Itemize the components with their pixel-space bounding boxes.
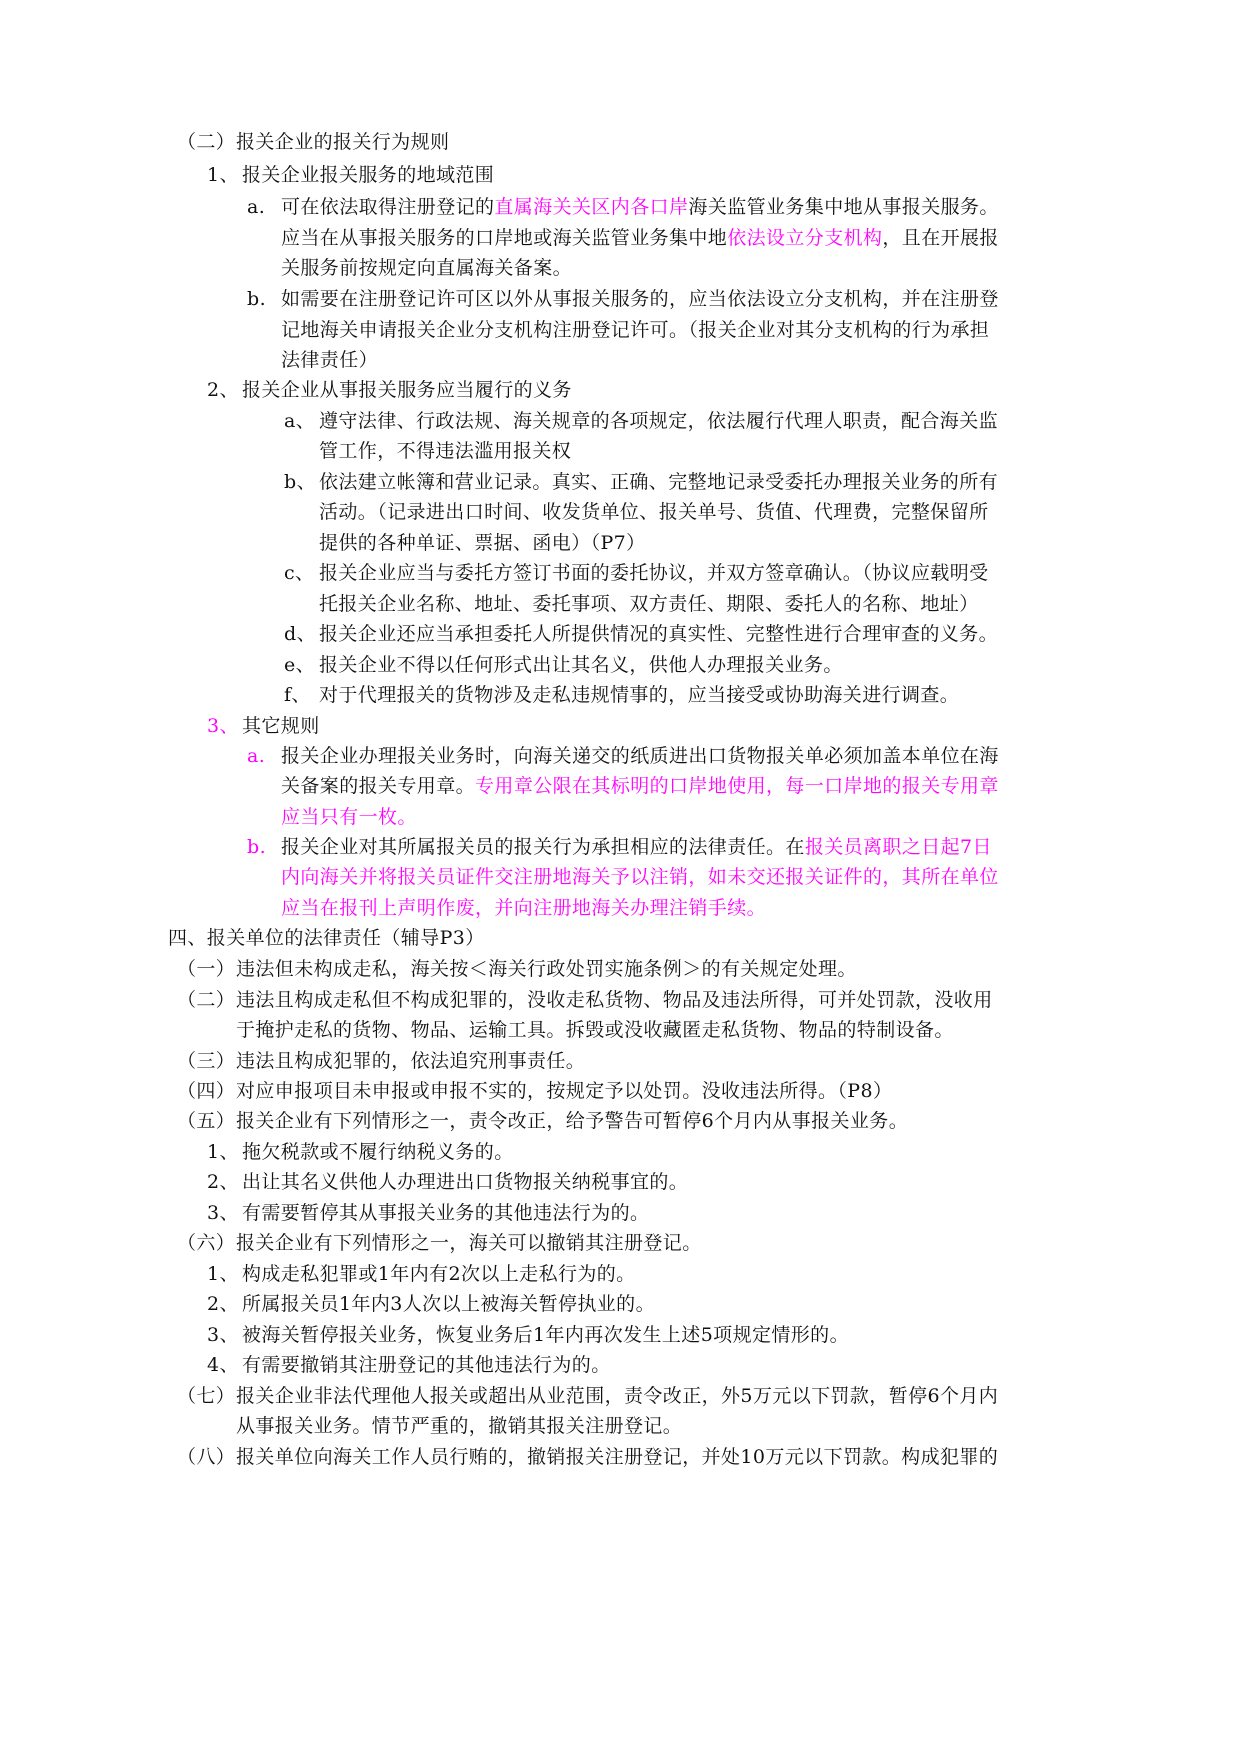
- text-line: [242, 1201, 649, 1225]
- text-line: [281, 896, 766, 920]
- text-line: [242, 1353, 611, 1377]
- highlight-text: 应当在报刊上声明作废，并向注册地海关办理注销手续。: [281, 897, 767, 919]
- line-text: 报关企业办理报关业务时，向海关递交的纸质进出口货物报关单必须加盖本单位在海: [281, 745, 999, 767]
- list-marker: （二）: [177, 989, 236, 1011]
- text-line: [236, 1049, 585, 1073]
- line-text: 四、报关单位的法律责任（辅导P3）: [168, 927, 485, 949]
- line-text: 活动。（记录进出口时间、收发货单位、报关单号、货值、代理费，完整保留所: [319, 501, 989, 523]
- list-marker: 3、: [207, 1202, 239, 1224]
- text-line: [281, 348, 378, 372]
- list-marker: f、: [284, 684, 311, 706]
- line-text: 关备案的报关专用章。: [281, 775, 476, 797]
- text-line: [319, 531, 646, 555]
- line-text: 拖欠税款或不履行纳税义务的。: [242, 1141, 514, 1163]
- list-marker: （八）: [177, 1446, 236, 1468]
- line-text: 报关企业从事报关服务应当履行的义务: [242, 379, 572, 401]
- list-marker: 3、: [207, 1324, 239, 1346]
- text-line: [281, 256, 572, 280]
- line-text: 有需要暂停其从事报关业务的其他违法行为的。: [242, 1202, 650, 1224]
- line-text: 管工作，不得违法滥用报关权: [319, 440, 572, 462]
- line-text: 违法但未构成走私，海关按＜海关行政处罚实施条例＞的有关规定处理。: [236, 958, 857, 980]
- line-text: 可在依法取得注册登记的: [281, 196, 495, 218]
- text-line: [319, 470, 998, 494]
- text-line: [236, 1018, 954, 1042]
- list-marker: （二）: [177, 131, 236, 153]
- line-text: 报关企业的报关行为规则: [236, 131, 450, 153]
- list-marker: 2、: [207, 1293, 239, 1315]
- line-text: 法律责任）: [281, 349, 379, 371]
- line-text: 报关单位向海关工作人员行贿的，撤销报关注册登记，并处10万元以下罚款。构成犯罪的: [236, 1446, 999, 1468]
- text-line: [319, 683, 959, 707]
- text-line: [281, 195, 999, 219]
- list-marker: b.: [247, 836, 267, 858]
- list-marker: 2、: [207, 379, 239, 401]
- text-line: [236, 1414, 682, 1438]
- text-line: [242, 1170, 688, 1194]
- line-text: 构成走私犯罪或1年内有2次以上走私行为的。: [242, 1263, 636, 1285]
- line-text: 报关企业还应当承担委托人所提供情况的真实性、完整性进行合理审查的义务。: [319, 623, 999, 645]
- line-text: 其它规则: [242, 715, 320, 737]
- list-marker: b、: [284, 471, 316, 493]
- line-text: 违法且构成犯罪的，依法追究刑事责任。: [236, 1050, 586, 1072]
- list-marker: a、: [284, 410, 316, 432]
- list-marker: （七）: [177, 1385, 236, 1407]
- line-text-continued: ，且在开展报: [882, 227, 999, 249]
- line-text: 记地海关申请报关企业分支机构注册登记许可。（报关企业对其分支机构的行为承担: [281, 319, 990, 341]
- text-line: [319, 561, 989, 585]
- list-marker: b.: [247, 288, 267, 310]
- list-marker: （五）: [177, 1110, 236, 1132]
- list-marker: 3、: [207, 715, 239, 737]
- line-text: 报关企业报关服务的地域范围: [242, 164, 495, 186]
- line-text: 对应申报项目未申报或申报不实的，按规定予以处罚。没收违法所得。（P8）: [236, 1080, 893, 1102]
- list-marker: 1、: [207, 164, 239, 186]
- list-marker: 2、: [207, 1171, 239, 1193]
- line-text: 出让其名义供他人办理进出口货物报关纳税事宜的。: [242, 1171, 689, 1193]
- line-text: 报关企业非法代理他人报关或超出从业范围，责令改正，外5万元以下罚款，暂停6个月内: [236, 1385, 999, 1407]
- text-line: [281, 744, 999, 768]
- line-text: 于掩护走私的货物、物品、运输工具。拆毁或没收藏匿走私货物、物品的特制设备。: [236, 1019, 954, 1041]
- list-marker: （三）: [177, 1050, 236, 1072]
- text-line: [236, 1231, 702, 1255]
- list-marker: 1、: [207, 1263, 239, 1285]
- line-text: 关服务前按规定向直属海关备案。: [281, 257, 573, 279]
- list-marker: c、: [284, 562, 315, 584]
- text-line: [242, 1292, 655, 1316]
- text-line: [281, 226, 999, 250]
- line-text: 报关企业对其所属报关员的报关行为承担相应的法律责任。在: [281, 836, 805, 858]
- text-line: [236, 1384, 998, 1408]
- list-marker: （一）: [177, 958, 236, 980]
- list-marker: d、: [284, 623, 316, 645]
- text-line: [236, 1109, 908, 1133]
- line-text: 依法建立帐簿和营业记录。真实、正确、完整地记录受委托办理报关业务的所有: [319, 471, 999, 493]
- list-marker: 4、: [207, 1354, 239, 1376]
- line-text-continued: 海关监管业务集中地从事报关服务。: [688, 196, 999, 218]
- highlight-text: 内向海关并将报关员证件交注册地海关予以注销，如未交还报关证件的，其所在单位: [281, 866, 999, 888]
- text-line: [242, 1140, 514, 1164]
- text-line: [281, 318, 989, 342]
- text-line: [168, 926, 485, 950]
- highlight-text: 直属海关关区内各口岸: [494, 196, 689, 218]
- text-line: [281, 865, 999, 889]
- text-line: [236, 988, 993, 1012]
- line-text: 违法且构成走私但不构成犯罪的，没收走私货物、物品及违法所得，可并处罚款，没收用: [236, 989, 993, 1011]
- line-text: 如需要在注册登记许可区以外从事报关服务的，应当依法设立分支机构，并在注册登: [281, 288, 999, 310]
- text-line: [319, 409, 998, 433]
- list-marker: （四）: [177, 1080, 236, 1102]
- text-line: [242, 1262, 636, 1286]
- text-line: [281, 287, 999, 311]
- line-text: 对于代理报关的货物涉及走私违规情事的，应当接受或协助海关进行调查。: [319, 684, 960, 706]
- text-line: [236, 1445, 998, 1469]
- text-line: [281, 805, 417, 829]
- text-line: [236, 1079, 892, 1103]
- line-text: 报关企业应当与委托方签订书面的委托协议，并双方签章确认。（协议应载明受: [319, 562, 989, 584]
- text-line: [281, 835, 992, 859]
- line-text: 提供的各种单证、票据、函电）（P7）: [319, 532, 646, 554]
- highlight-text: 报关员离职之日起7日: [804, 836, 992, 858]
- line-text: 托报关企业名称、地址、委托事项、双方责任、期限、委托人的名称、地址）: [319, 593, 979, 615]
- text-line: [319, 622, 998, 646]
- line-text: 报关企业有下列情形之一，海关可以撤销其注册登记。: [236, 1232, 702, 1254]
- line-text: 从事报关业务。情节严重的，撤销其报关注册登记。: [236, 1415, 683, 1437]
- highlight-text: 依法设立分支机构: [727, 227, 883, 249]
- text-line: [319, 439, 571, 463]
- highlight-text: 专用章公限在其标明的口岸地使用，每一口岸地的报关专用章: [475, 775, 999, 797]
- line-text: 有需要撤销其注册登记的其他违法行为的。: [242, 1354, 611, 1376]
- highlight-text: 应当只有一枚。: [281, 806, 417, 828]
- list-marker: 1、: [207, 1141, 239, 1163]
- list-marker: （六）: [177, 1232, 236, 1254]
- list-marker: e、: [284, 654, 316, 676]
- text-line: [242, 714, 320, 738]
- text-line: [242, 163, 494, 187]
- text-line: [242, 378, 572, 402]
- list-marker: a.: [247, 745, 266, 767]
- line-text: 报关企业不得以任何形式出让其名义，供他人办理报关业务。: [319, 654, 843, 676]
- text-line: [281, 774, 999, 798]
- list-marker: a.: [247, 196, 266, 218]
- text-line: [319, 592, 979, 616]
- line-text: 应当在从事报关服务的口岸地或海关监管业务集中地: [281, 227, 728, 249]
- text-line: [236, 957, 857, 981]
- line-text: 所属报关员1年内3人次以上被海关暂停执业的。: [242, 1293, 655, 1315]
- text-line: [242, 1323, 849, 1347]
- line-text: 报关企业有下列情形之一，责令改正，给予警告可暂停6个月内从事报关业务。: [236, 1110, 909, 1132]
- text-line: [319, 653, 843, 677]
- line-text: 遵守法律、行政法规、海关规章的各项规定，依法履行代理人职责，配合海关监: [319, 410, 999, 432]
- line-text: 被海关暂停报关业务，恢复业务后1年内再次发生上述5项规定情形的。: [242, 1324, 849, 1346]
- text-line: [236, 130, 449, 154]
- text-line: [319, 500, 989, 524]
